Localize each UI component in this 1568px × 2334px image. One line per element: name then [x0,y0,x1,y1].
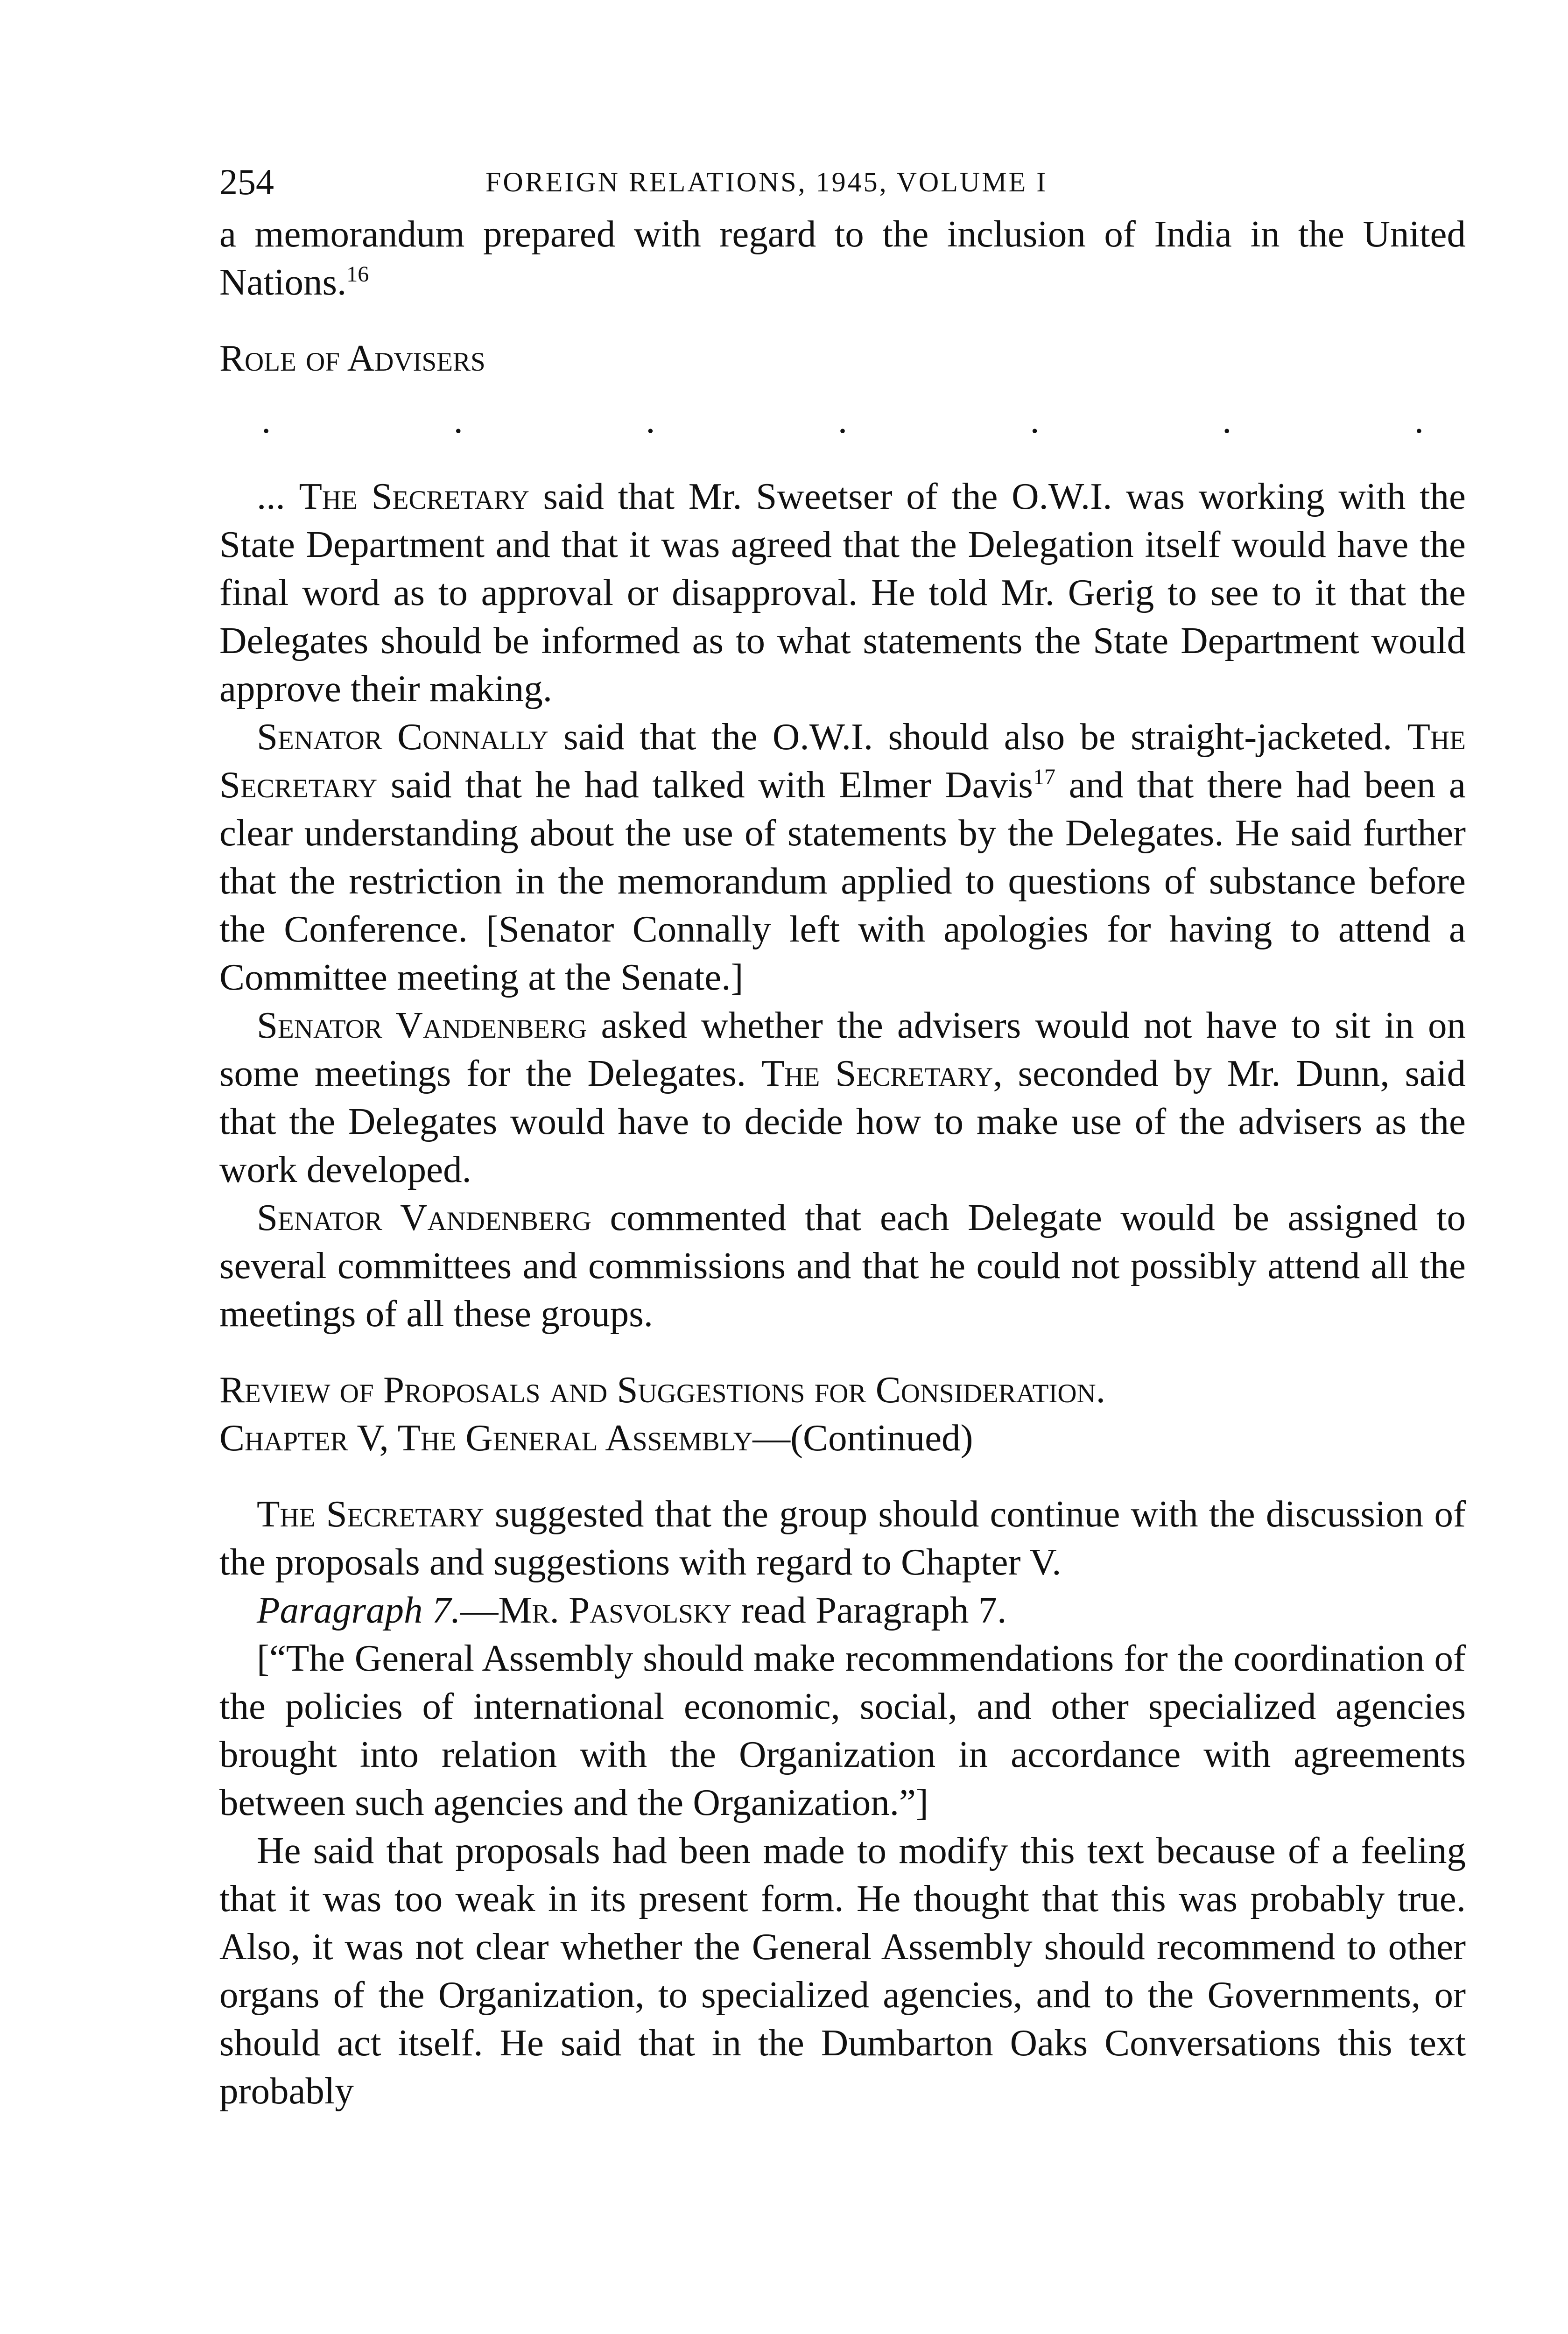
paragraph-text: read Paragraph 7. [731,1589,1007,1631]
ellipsis-row [261,396,1424,444]
em-dash: — [460,1589,499,1631]
section-heading-review-line-2 [219,1414,1466,1462]
footnote-ref-16: 16 [346,262,369,287]
section-heading-review-line-1: Review of Proposals and Suggestions for Consideration. [219,1369,1105,1411]
footnote-ref-17: 17 [1033,765,1055,789]
speaker: Senator Vandenberg [257,1004,587,1046]
page-number: 254 [219,162,274,202]
speaker: Senator Connally [257,716,548,758]
ellipsis-dot: . [837,399,848,441]
paragraph-4 [219,1194,1466,1338]
ellipsis-lead: ... [257,475,299,517]
section-heading-role-of-advisers: Role of Advisers [219,337,485,379]
heading-chapter: Chapter V, The General Assembly [219,1417,753,1459]
paragraph-text: commented that each Delegate would be assigned to several committees and commissions and that he could not possibly attend all the meetings of all these groups. [219,1196,1466,1335]
paragraph-intro [219,210,1466,306]
ellipsis-dot: . [261,399,271,441]
paragraph-label: Paragraph 7. [257,1589,461,1631]
speaker: The Secretary [299,475,529,517]
running-head: FOREIGN RELATIONS, 1945, VOLUME I [485,167,1048,197]
paragraph-text: suggested that the group should continue with the discussion of the proposals and suggestions with regard to Chapter V. [219,1493,1466,1583]
paragraph-text: said that Mr. Sweetser of the O.W.I. was working with the State Department and that it was agreed that the Delegation itself would have the final word as to approval or disapproval. He told Mr. Gerig to see to it that the Delegates should be informed as to what statements the State Department would approve their making. [219,475,1466,710]
speaker: The Secretary [219,716,1466,806]
paragraph-text: said that he had talked with Elmer Davis [377,764,1033,806]
paragraph-2 [219,713,1466,1001]
intro-text: a memorandum prepared with regard to the inclusion of India in the United Nations. [219,213,1466,303]
heading-continued: —(Continued) [752,1417,973,1459]
ellipsis-dot: . [1414,399,1424,441]
ellipsis-dot: . [1222,399,1232,441]
speaker: The Secretary [761,1052,993,1094]
ellipsis-dot: . [1030,399,1040,441]
paragraph-8: He said that proposals had been made to modify this text because of a feeling that it was too weak in its present form. He thought that this was probably true. Also, it was not clear whether the General Assembly should recommend to other organs of the Organization, to specialized agencies, and to the Governments, or should act itself. He said that in the Dumbarton Oaks Conversations this text probably [219,1829,1466,2112]
paragraph-6 [219,1586,1466,1634]
speaker: The Secretary [257,1493,484,1535]
paragraph-text: said that the O.W.I. should also be straight-jacketed. [548,716,1407,758]
paragraph-text: and that there had been a clear understanding about the use of statements by the Delegates. He said further that the restriction in the memorandum applied to questions of substance before the Conference. [Senator Connally left with apologies for having to attend a Committee meeting at the Senate.] [219,764,1466,998]
paragraph-3 [219,1001,1466,1194]
paragraph-5 [219,1490,1466,1586]
speaker: Senator Vandenberg [257,1196,591,1238]
paragraph-1 [219,472,1466,713]
paragraph-quote: [“The General Assembly should make recommendations for the coordination of the policies of international economic, social, and other specialized agencies brought into relation with the Organization in accordance with agreements between such agencies and the Organization.”] [219,1637,1466,1823]
ellipsis-dot: . [453,399,463,441]
ellipsis-dot: . [646,399,655,441]
paragraph-text: , seconded by Mr. Dunn, said that the Delegates would have to decide how to make use of the advisers as the work developed. [219,1052,1466,1190]
speaker: Mr. Pasvolsky [498,1589,732,1631]
paragraph-text: asked whether the advisers would not have to sit in on some meetings for the Delegates. [219,1004,1466,1094]
body-text [219,210,1466,2115]
page-header [219,154,1461,210]
